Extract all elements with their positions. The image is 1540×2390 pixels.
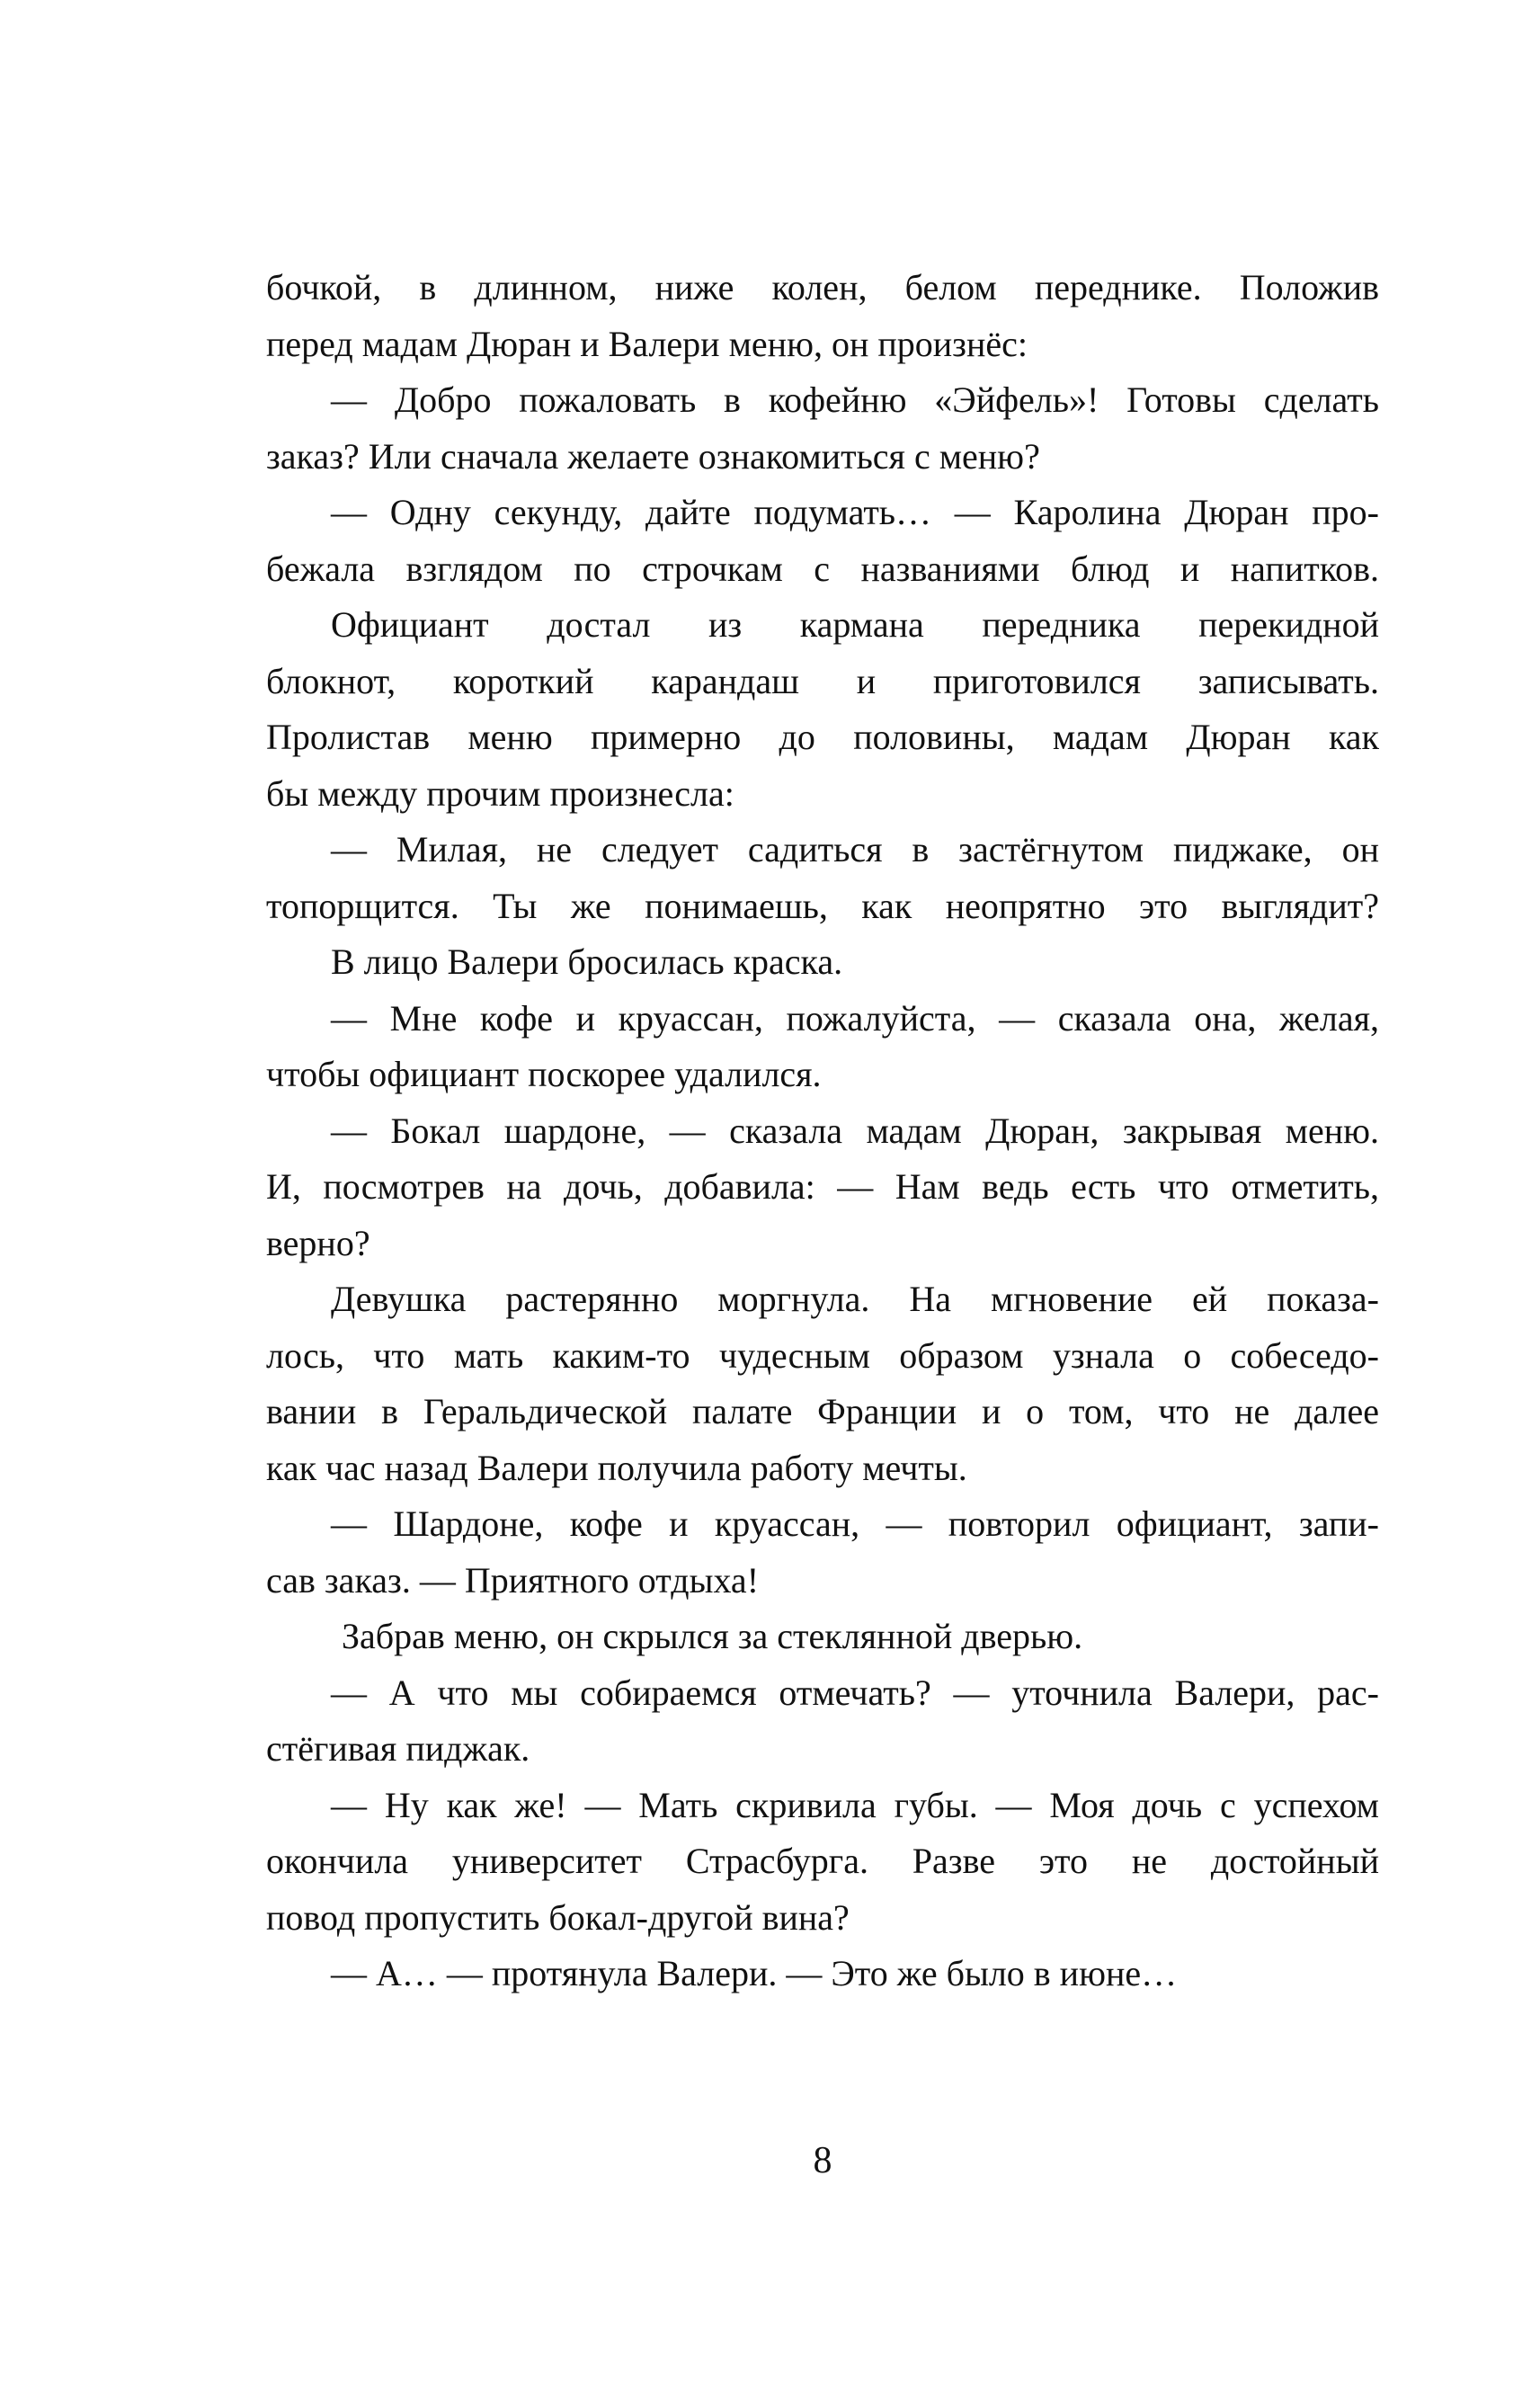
text-line: Пролистав меню примерно до половины, мадам Дюран как (266, 717, 1379, 757)
text-line: — Ну как же! — Мать скривила губы. — Моя дочь с успехом (331, 1784, 1379, 1825)
text-line: Забрав меню, он скрылся за стеклянной дверью. (342, 1616, 1083, 1656)
text-line: — Мне кофе и круассан, пожалуйста, — сказала она, желая, (331, 997, 1379, 1039)
text-line: — Добро пожаловать в кофейню «Эйфель»! Готовы сделать (331, 379, 1379, 420)
text-line: бочкой, в длинном, ниже колен, белом переднике. Положив (266, 267, 1379, 308)
text-line: И, посмотрев на дочь, добавила: — Нам ведь есть что отметить, (266, 1166, 1379, 1207)
text-line: — А что мы собираемся отмечать? — уточнила Валери, рас- (331, 1672, 1379, 1713)
text-line: — А… — протянула Валери. — Это же было в июне… (331, 1953, 1178, 1993)
text-line: верно? (266, 1222, 370, 1263)
text-line: чтобы официант поскорее удалился. (266, 1054, 822, 1094)
text-line: Официант достал из кармана передника перекидной (331, 604, 1379, 645)
text-line: окончила университет Страсбурга. Разве это не достойный (266, 1841, 1379, 1881)
text-line: повод пропустить бокал-другой вина? (266, 1896, 850, 1938)
text-line: — Милая, не следует садиться в застёгнутом пиджаке, он (331, 829, 1379, 869)
text-line: топорщится. Ты же понимаешь, как неопрятно это выглядит? (266, 885, 1379, 926)
text-line: бежала взглядом по строчкам с названиями блюд и напитков. (266, 548, 1379, 589)
text-line: — Шардоне, кофе и круассан, — повторил официант, запи- (331, 1503, 1379, 1544)
text-line: Девушка растерянно моргнула. На мгновение ей показа- (331, 1279, 1379, 1319)
text-line: перед мадам Дюран и Валери меню, он произнёс: (266, 323, 1028, 364)
text-line: заказ? Или сначала желаете ознакомиться с меню? (266, 435, 1040, 477)
text-line: — Бокал шардоне, — сказала мадам Дюран, закрывая меню. (331, 1110, 1379, 1151)
text-line: вании в Геральдической палате Франции и о том, что не далее (266, 1391, 1379, 1431)
text-line: блокнот, короткий карандаш и приготовился записывать. (266, 660, 1379, 701)
page-number: 8 (813, 2140, 832, 2181)
body-text (266, 260, 1379, 2002)
text-line: как час назад Валери получила работу мечты. (266, 1447, 967, 1488)
text-line: лось, что мать каким-то чудесным образом узнала о собеседо- (266, 1334, 1379, 1376)
text-line: сав заказ. — Приятного отдыха! (266, 1559, 760, 1601)
text-line: бы между прочим произнесла: (266, 772, 734, 814)
text-line: — Одну секунду, дайте подумать… — Каролина Дюран про- (331, 492, 1379, 532)
text-line: В лицо Валери бросилась краска. (331, 941, 843, 982)
text-line: стёгивая пиджак. (266, 1728, 530, 1769)
